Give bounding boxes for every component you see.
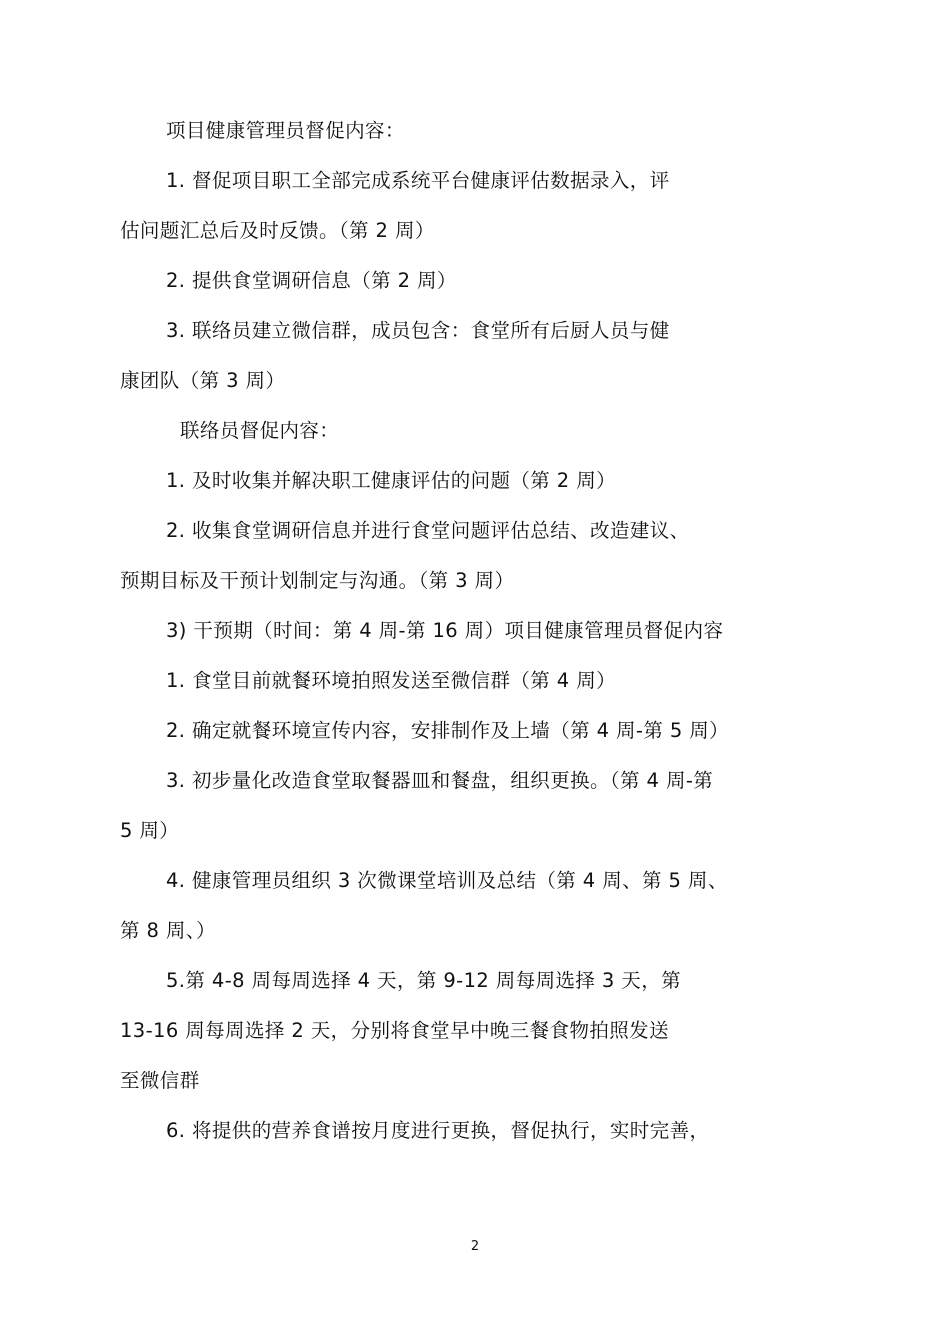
paragraph-line: 1. 食堂目前就餐环境拍照发送至微信群（第 4 周） <box>166 669 617 692</box>
paragraph-line: 预期目标及干预计划制定与沟通。（第 3 周） <box>120 569 515 592</box>
paragraph-line: 6. 将提供的营养食谱按月度进行更换，督促执行，实时完善， <box>166 1119 710 1142</box>
paragraph-line: 3. 初步量化改造食堂取餐器皿和餐盘，组织更换。（第 4 周-第 <box>166 769 714 792</box>
paragraph-line: 估问题汇总后及时反馈。（第 2 周） <box>120 219 435 242</box>
paragraph-line: 2. 确定就餐环境宣传内容，安排制作及上墙（第 4 周-第 5 周） <box>166 719 730 742</box>
paragraph-line: 1. 及时收集并解决职工健康评估的问题（第 2 周） <box>166 469 617 492</box>
paragraph-line: 康团队（第 3 周） <box>120 369 286 392</box>
paragraph-line: 第 8 周、） <box>120 919 216 942</box>
section-heading-liaison: 联络员督促内容： <box>180 419 340 442</box>
paragraph-line: 5 周） <box>120 819 180 842</box>
section-heading-health-manager: 项目健康管理员督促内容： <box>166 119 405 142</box>
paragraph-line: 1. 督促项目职工全部完成系统平台健康评估数据录入，评 <box>166 169 670 192</box>
paragraph-line: 5.第 4-8 周每周选择 4 天，第 9-12 周每周选择 3 天，第 <box>166 969 682 992</box>
paragraph-line: 3. 联络员建立微信群，成员包含：食堂所有后厨人员与健 <box>166 319 670 342</box>
page-number: 2 <box>470 1239 480 1254</box>
paragraph-line: 2. 收集食堂调研信息并进行食堂问题评估总结、改造建议、 <box>166 519 690 542</box>
section-heading-intervention: 3) 干预期（时间：第 4 周-第 16 周）项目健康管理员督促内容 <box>166 619 724 642</box>
paragraph-line: 4. 健康管理员组织 3 次微课堂培训及总结（第 4 周、第 5 周、 <box>166 869 728 892</box>
paragraph-line: 13-16 周每周选择 2 天，分别将食堂早中晚三餐食物拍照发送 <box>120 1019 669 1042</box>
paragraph-line: 至微信群 <box>120 1069 200 1092</box>
paragraph-line: 2. 提供食堂调研信息（第 2 周） <box>166 269 457 292</box>
